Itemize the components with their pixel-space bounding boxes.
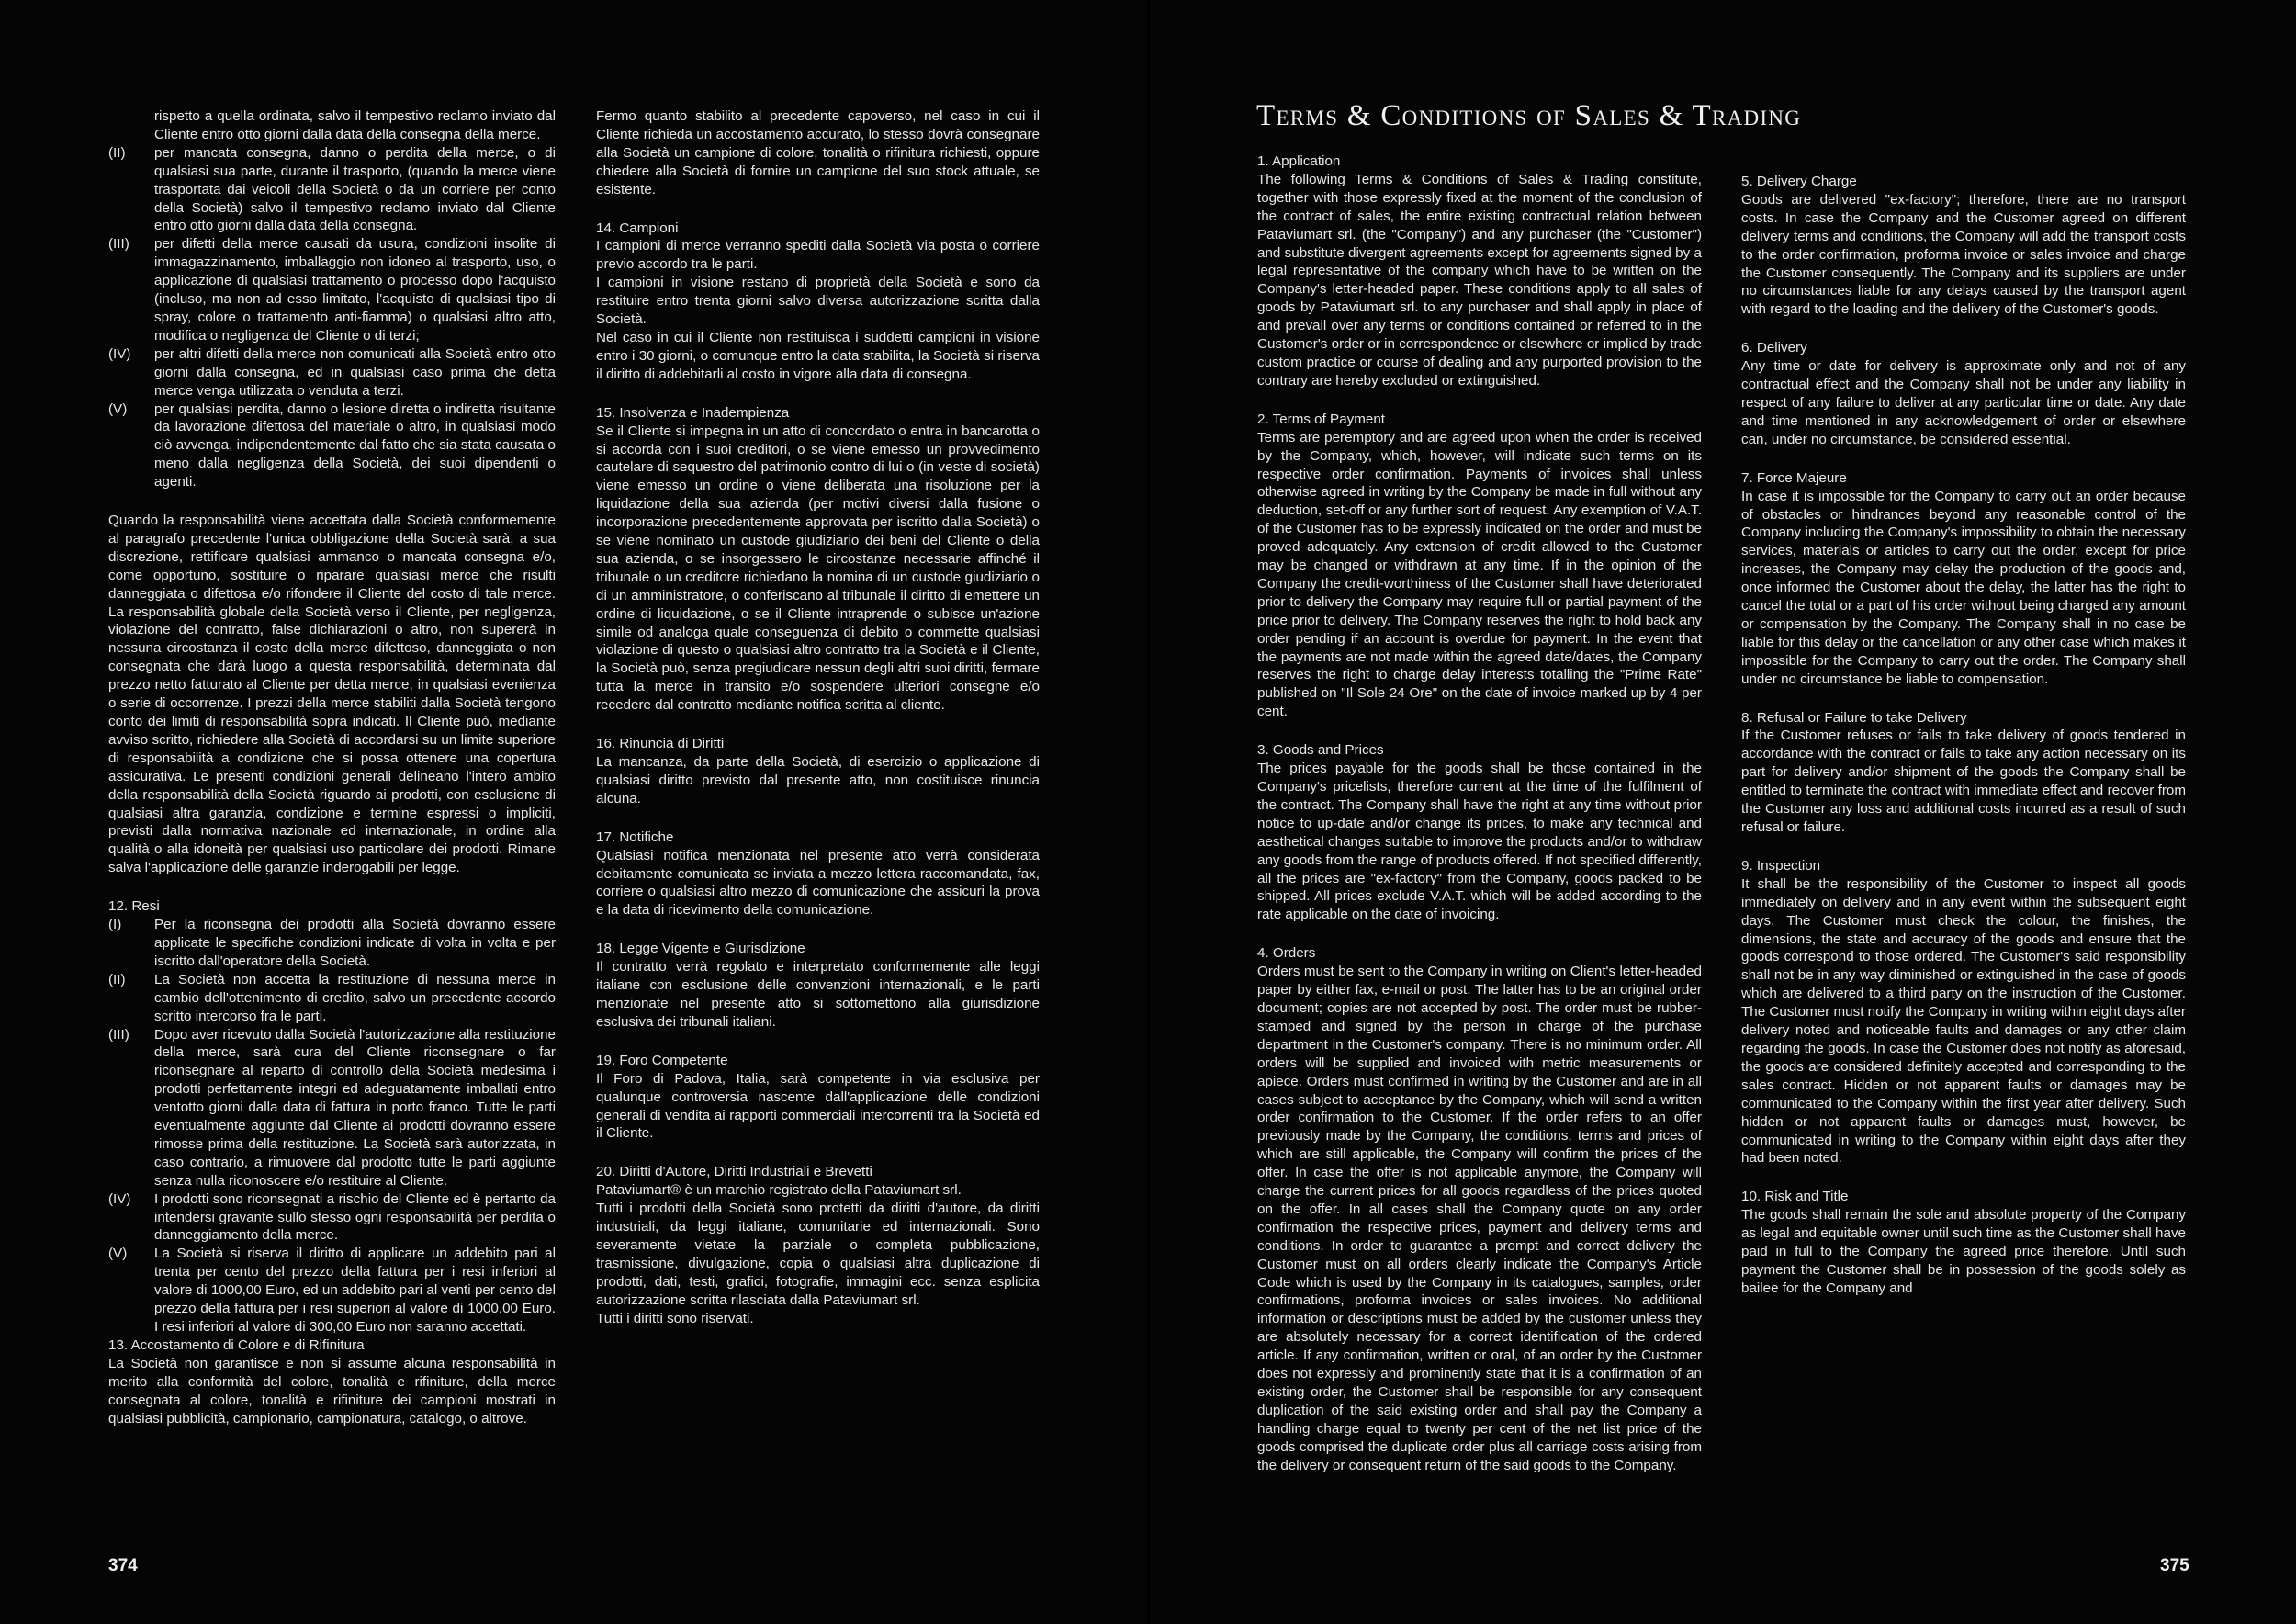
section-5-heading: 5. Delivery Charge [1741, 174, 1857, 189]
section-1-text: The following Terms & Conditions of Sales & Trading constitute, together with those expressly fixed at the moment of the conclusion of the contract of sales, the entire existing contractual relation between Pataviumart srl. (the "Company") and any purchaser (the "Customer") and substitute divergent agreements except for agreements signed by a legal representative of the company which have to be written on the Company's letter-headed paper. These conditions apply to all sales of goods by Pataviumart srl. to any purchaser and shall apply in place of and prevail over any terms or conditions contained or referred to in the Customer's order or in correspondence or elsewhere or implied by trade custom practice or course of dealing and any purported provision to the contrary are hereby excluded or extinguished. [1257, 171, 1702, 389]
list-item-number: (II) [108, 971, 126, 987]
section-16-text: La mancanza, da parte della Società, di esercizio o applicazione di qualsiasi diritto previsto dal presente atto, non costituisce rinuncia alcuna. [596, 754, 1040, 806]
liability-paragraph: Quando la responsabilità viene accettata dalla Società conformemente al paragrafo precedente l'unica obbligazione della Società sarà, a sua discrezione, rettificare qualsiasi ammanco o mancata consegna e/o, come opportuno, sostituire o riparare qualsiasi merce che risulti danneggiata o difettosa e/o rifondere il Cliente del costo di tale merce. La responsabilità globale della Società verso il Cliente, per negligenza, violazione del contratto, false dichiarazioni o altro, non supererà in nessuna circostanza il costo della merce difettoso, danneggiata o non consegnata che darà luogo a questa responsabilità, determinata dal prezzo netto fatturato al Cliente per detta merce, in qualsiasi evenienza o serie di occorrenze. I prezzi della merce stabiliti dalla Società tengono conto dei limiti di responsabilità sopra indicati. Il Cliente può, mediante avviso scritto, richiedere alla Società di accordarsi su un limite superiore di responsabilità a condizione che si possa ottenere una copertura assicurativa. Le presenti condizioni generali delineano l'intero ambito della responsabilità della Società riguardo ai prodotti, con esclusione di qualsiasi altra garanzia, condizione e termine espressi o impliciti, previsti dalla normativa nazionale ed internazionale, in ordine alla qualità o alla idoneità per qualsiasi uso particolare dei prodotti. Rimane salva l'applicazione delle garanzie inderogabili per legge. [108, 513, 556, 876]
section-13-text-part1: La Società non garantisce e non si assume alcuna responsabilità in merito alla conformità del colore, tonalità e rifiniture, della merce consegnata al colore, tonalità e rifiniture dei campioni mostrati in qualsiasi pubblicità, campionario, campionatura, catalogo, o altrove. [108, 1355, 556, 1427]
list-item-text: I prodotti sono riconsegnati a rischio del Cliente ed è pertanto da intendersi gravante sullo stesso ogni responsabilità per perdita o danneggiamento della merce. [154, 1190, 556, 1244]
section-14-text-1: I campioni di merce verranno spediti dalla Società via posta o corriere previo accordo tra le parti. [596, 238, 1040, 273]
section-19-text: Il Foro di Padova, Italia, sarà competente in via esclusiva per qualunque controversia nascente dall'applicazione delle condizioni generali di vendita ai rapporti commerciali intercorrenti tra la Società ed il Cliente. [596, 1070, 1040, 1142]
list-item-number: (IV) [108, 1190, 131, 1207]
section-15-heading: 15. Insolvenza e Inadempienza [596, 404, 790, 421]
list-item [108, 916, 556, 971]
list-item-text: per qualsiasi perdita, danno o lesione diretta o indiretta risultante da lavorazione difettosa del materiale o altro, in qualsiasi modo ciò avvenga, indipendentemente dal fatto che sia stata causata o meno dalla negligenza della Società, dei suoi dipendenti o agenti. [154, 400, 556, 491]
section-6-text: Any time or date for delivery is approximate only and not of any contractual effect and the Company shall not be under any liability in respect of any failure to deliver at any particular time or date. Any date and time mentioned in any acknowledgement of order or elsewhere can, under no circumstance, be considered essential. [1741, 358, 2186, 447]
list-item-text: per mancata consegna, danno o perdita della merce, o di qualsiasi sua parte, durante il trasporto, (quando la merce viene trasportata dai veicoli della Società o da un corriere per conto della Società) salvo il tempestivo reclamo inviato dal Cliente entro otto giorni dalla data della consegna. [154, 144, 556, 234]
returns-list [108, 916, 556, 1336]
list-item-text: per difetti della merce causati da usura, condizioni insolite di immagazzinamento, imballaggio non idoneo al trasporto, uso, o applicazione di qualsiasi trattamento o processo dopo l'acquisto (incluso, ma non ad esso limitato, l'acquisto di qualsiasi tipo di spray, colore o trattamento anti-fiamma) o qualsiasi altro atto, modifica o negligenza del Cliente o di terzi; [154, 236, 556, 344]
list-item-text: Per la riconsegna dei prodotti alla Società dovranno essere applicate le specifiche condizioni indicate di volta in volta e per iscritto dall'operatore della Società. [154, 917, 556, 969]
list-item [108, 144, 556, 236]
liability-exclusion-list [108, 144, 556, 491]
list-item [108, 400, 556, 492]
list-item-number: (III) [108, 1026, 129, 1043]
section-17-text: Qualsiasi notifica menzionata nel presente atto verrà considerata debitamente comunicata se inviata a mezzo lettera raccomandata, fax, corriere o qualsiasi altro mezzo di comunicazione che assicuri la prova e la data di ricevimento della comunicazione. [596, 847, 1040, 919]
section-10-text: The goods shall remain the sole and absolute property of the Company as legal and equitable owner until such time as the Customer shall have paid in full to the Company the agreed price therefore. Until such payment the Customer shall be in possession of the goods solely as bailee for the Company and [1741, 1207, 2186, 1296]
list-item [108, 345, 556, 400]
section-17-heading: 17. Notifiche [596, 829, 674, 845]
page-spine [1147, 0, 1150, 1624]
section-1-heading: 1. Application [1257, 153, 1341, 169]
section-14-heading: 14. Campioni [596, 220, 679, 236]
section-12-heading: 12. Resi [108, 898, 160, 915]
left-page-column-2 [596, 107, 1040, 1327]
section-20-text-1: Pataviumart® è un marchio registrato della Pataviumart srl. [596, 1182, 962, 1199]
section-13-text-2: Fermo quanto stabilito al precedente capoverso, nel caso in cui il Cliente richieda un accostamento accurato, lo stesso dovrà consegnare alla Società un campione di colore, tonalità o rifinitura richiesti, oppure chiedere alla Società di fornire un campione del suo stock attuale, se esistente. [596, 108, 1040, 197]
list-item-text: La Società non accetta la restituzione di nessuna merce in cambio dell'ottenimento di credito, salvo un precedente accordo scritto intercorso fra le parti. [154, 971, 556, 1024]
section-7-text: In case it is impossible for the Company to carry out an order because of obstacles or hindrances beyond any reasonable control of the Company including the Company's impossibility to obtain the necessary services, materials or articles to carry out the order, except for price increases, the Company may delay the production of the goods and, once informed the Customer about the delay, the latter has the right to cancel the total or a part of his order without being charged any amount or compensation by the Company. The Company shall in no case be liable for this delay or the cancellation or any other case which makes it impossible for the Company to carry out the order. The Company shall under no circumstance be liable to compensation. [1741, 488, 2186, 687]
list-item-number: (I) [108, 917, 122, 933]
section-4-text-part1: Orders must be sent to the Company in writing on Client's letter-headed paper by either fax, e-mail or post. The latter has to be an original order document; copies are not accepted by post. The order must be rubber-stamped and signed by the person in charge of the purchase department in the Customer's company. There is no minimum order. All orders will be supplied and invoiced with metric measurements or apiece. Orders must confirmed in writing by the Customer and are in all cases subject to acceptance by the Company, which will send a written order confirmation to the Customer. If the order refers to an offer previously made by the Company, the conditions, terms and prices of which are still applicable, the Company will confirm the prices of the offer. In case the offer is not applicable anymore, the Company will charge the current prices for all goods regardless of the prices quoted on the offer. In all cases shall the Company quote on any order confirmation the respective prices, payment and delivery terms and conditions. In order to guarantee a prompt and correct delivery the Customer must on all orders clearly indicate the Company's Article Code which is used by the Company in its catalogues, samples, order confirmations, proforma invoices or sales invoices. No additional information or descriptions must be added by the customer unless they are absolutely necessary for a correct identification of the ordered article. If any confirmation, written or oral, of an order by the Customer does not expressly and prominently state that it is a confirmation of an existing order, the Customer shall be responsible for any consequent duplication of the said existing order and shall pay the Company a handling charge equal to twenty per cent of the net list price of the goods comprised the duplicate order plus all carriage costs arising from the delivery or consequent return of the said goods to the Company. [1257, 964, 1702, 1473]
section-7-heading: 7. Force Majeure [1741, 469, 1847, 486]
list-item-number: (II) [108, 144, 126, 161]
section-6-heading: 6. Delivery [1741, 340, 1807, 356]
section-8-text: If the Customer refuses or fails to take delivery of goods tendered in accordance with the contract or fails to take any action necessary on its part for delivery and/or shipment of the goods the Company shall be entitled to terminate the contract with immediate effect and recover from the Customer any loss and additional costs incurred as a result of such refusal or failure. [1741, 727, 2186, 835]
list-item [108, 1245, 556, 1336]
section-19-heading: 19. Foro Competente [596, 1052, 728, 1068]
section-4-heading: 4. Orders [1257, 945, 1316, 962]
section-2-heading: 2. Terms of Payment [1257, 411, 1385, 427]
list-item-text: La Società si riserva il diritto di applicare un addebito pari al trenta per cento del prezzo della fattura per i resi inferiori al valore di 1000,00 Euro, ed un addebito pari al venti per cento del prezzo della fattura per i resi superiori al valore di 1000,00 Euro. I resi inferiori al valore di 300,00 Euro non saranno accettati. [154, 1246, 556, 1335]
section-5-text: Goods are delivered "ex-factory"; therefore, there are no transport costs. In case the Company and the Customer agreed on different delivery terms and conditions, the Company will add the transport costs to the order confirmation, proforma invoice or sales invoice and charge the Customer consequently. The Company and its suppliers are under no circumstances liable for any delays caused by the transport agent with regard to the loading and the delivery of the Customer's goods. [1741, 191, 2186, 318]
right-page-column-2 [1741, 152, 2186, 1298]
section-9-text: It shall be the responsibility of the Customer to inspect all goods immediately on delivery and in any event within the subsequent eight days. The Customer must check the colour, the finishes, the dimensions, the state and accuracy of the goods and ensure that the goods correspond to those ordered. The Customer's said responsibility shall not be in any way diminished or extinguished in the case of goods which are delivered to a third party on the instruction of the Customer. The Customer must notify the Company in writing within eight days after delivery noted and noticeable faults and damages or any other claim regarding the goods. In case the Customer does not notify as aforesaid, the goods are considered definitely accepted and corresponding to the sales contract. Hidden or not apparent faults or damages may be communicated to the Company within the first year after delivery. Such hidden or not apparent faults or damages must, however, be communicated in writing to the Company within eight days after they had been noted. [1741, 875, 2186, 1167]
section-13-heading: 13. Accostamento di Colore e di Rifinitura [108, 1336, 365, 1353]
section-9-heading: 9. Inspection [1741, 857, 1821, 874]
page-number-right: 375 [2160, 1556, 2189, 1575]
page-number-left: 374 [108, 1556, 138, 1575]
list-item [108, 235, 556, 344]
list-item [108, 1190, 556, 1246]
right-page-column-1 [1257, 152, 1702, 1475]
section-18-text: Il contratto verrà regolato e interpretato conformemente alle leggi italiane con esclusione delle convenzioni internazionali, e le parti menzionate nel presente atto si sottomettono alla giurisdizione esclusiva dei tribunali italiani. [596, 959, 1040, 1030]
section-14-text-2: I campioni in visione restano di proprietà della Società e sono da restituire entro trenta giorni salvo diversa autorizzazione scritta dalla Società. [596, 275, 1040, 328]
section-18-heading: 18. Legge Vigente e Giurisdizione [596, 941, 805, 957]
section-8-heading: 8. Refusal or Failure to take Delivery [1741, 709, 1967, 726]
section-3-heading: 3. Goods and Prices [1257, 742, 1384, 759]
section-3-text: The prices payable for the goods shall be those contained in the Company's pricelists, therefore current at the time of the fulfilment of the contract. The Company shall have the right at any time without prior notice to up-date and/or change its prices, to make any technical and aesthetical changes suitable to improve the products and/or to withdraw any goods from the range of products offered. If not specified differently, all the prices are "ex-factory" from the Company, goods packed to be shipped. All prices exclude V.A.T. which will be added according to the rate applicable on the date of invoicing. [1257, 761, 1702, 923]
list-item [108, 971, 556, 1026]
left-page-column-1 [108, 107, 556, 1427]
list-item-number: (V) [108, 400, 128, 417]
section-11-continuation: rispetto a quella ordinata, salvo il tempestivo reclamo inviato dal Cliente entro otto giorni dalla data della consegna della merce. [154, 108, 556, 142]
page-title: Terms & Conditions of Sales & Trading [1256, 99, 1802, 132]
section-10-heading: 10. Risk and Title [1741, 1189, 1849, 1205]
section-15-text: Se il Cliente si impegna in un atto di concordato o entra in bancarotta o si accorda con i suoi creditori, o se viene emesso un provvedimento cautelare di sequestro del patrimonio contro di lui o (in veste di società) viene emesso un ordine o viene deliberata una risoluzione per la liquidazione della sua azienda (per motivi diversi dalla fusione o incorporazione precedentemente approvata per iscritto dalla Società) o se viene nominato un custode giudiziario dei beni del Cliente o della sua azienda, o se insorgessero le circostanze necessarie affinché il tribunale o un creditore richiedano la nomina di un custode giudiziario o di un amministratore, o conferiscano al tribunale il diritto di emettere un ordine di liquidazione, o se il Cliente intraprende o subisce un'azione simile od analoga quale conseguenza di debito o commette qualsiasi violazione di questo o qualsiasi altro contratto tra la Società e il Cliente, la Società può, senza pregiudicare nessun degli altri suoi diritti, fermare tutta la merce in transito e/o sospendere ulteriori consegne e/o recedere dal contratto mediante notifica scritta al cliente. [596, 423, 1040, 714]
section-20-text-3: Tutti i diritti sono riservati. [596, 1310, 754, 1326]
list-item-text: per altri difetti della merce non comunicati alla Società entro otto giorni dalla consegna, ed in qualsiasi caso prima che detta merce venga utilizzata o venduta a terzi. [154, 345, 556, 399]
section-2-text: Terms are peremptory and are agreed upon when the order is received by the Company, which, however, will indicate such terms on its respective order confirmation. Payments of invoices shall unless otherwise agreed in writing by the Company be made in full without any deduction, set-off or any further sort of request. Any exemption of V.A.T. of the Customer has to be expressly indicated on the order and must be proved adequately. Any extension of credit allowed to the Customer may be changed or withdrawn at any time. If in the opinion of the Company the credit-worthiness of the Customer shall have deteriorated prior to delivery the Company may require full or partial payment of the price prior to delivery. The Company reserves the right to hold back any order pending if an account is overdue for payment. In the event that the payments are not made within the agreed date/dates, the Company reserves the right to charge delay interests totalling the "Prime Rate" published on "Il Sole 24 Ore" on the date of invoice marked up by 4 per cent. [1257, 429, 1702, 720]
list-item-number: (III) [108, 236, 129, 253]
section-14-text-3: Nel caso in cui il Cliente non restituisca i suddetti campioni in visione entro i 30 giorni, o comunque entro la data stabilita, la Società si riserva il diritto di addebitarli al costo in vigore alla data di consegna. [596, 329, 1040, 382]
section-16-heading: 16. Rinuncia di Diritti [596, 736, 725, 752]
list-item-number: (V) [108, 1246, 128, 1262]
section-20-heading: 20. Diritti d'Autore, Diritti Industriali e Brevetti [596, 1164, 872, 1180]
list-item [108, 1026, 556, 1190]
list-item-text: Dopo aver ricevuto dalla Società l'autorizzazione alla restituzione della merce, sarà cura del Cliente riconsegnare o far riconsegnare al reparto di controllo della Società medesima i prodotti perfettamente integri ed adeguatamente imballati entro ventotto giorni dalla data di fattura in porto franco. Tutte le parti eventualmente aggiunte dal Cliente ai prodotti dovranno essere rimosse prima della restituzione. La Società sarà autorizzata, in caso contrario, a rimuovere dal prodotto tutte le parti aggiunte senza nulla riconoscere e/o restituire al Cliente. [154, 1026, 556, 1189]
section-20-text-2: Tutti i prodotti della Società sono protetti da diritti d'autore, da diritti industriali, da leggi italiane, comunitarie ed internazionali. Sono severamente vietate la parziale o completa pubblicazione, trasmissione, divulgazione, copia o qualsiasi altra duplicazione di prodotti, dati, testi, grafici, fotografie, immagini ecc. senza esplicita autorizzazione scritta rilasciata dalla Pataviumart srl. [596, 1201, 1040, 1308]
list-item-number: (IV) [108, 345, 131, 362]
